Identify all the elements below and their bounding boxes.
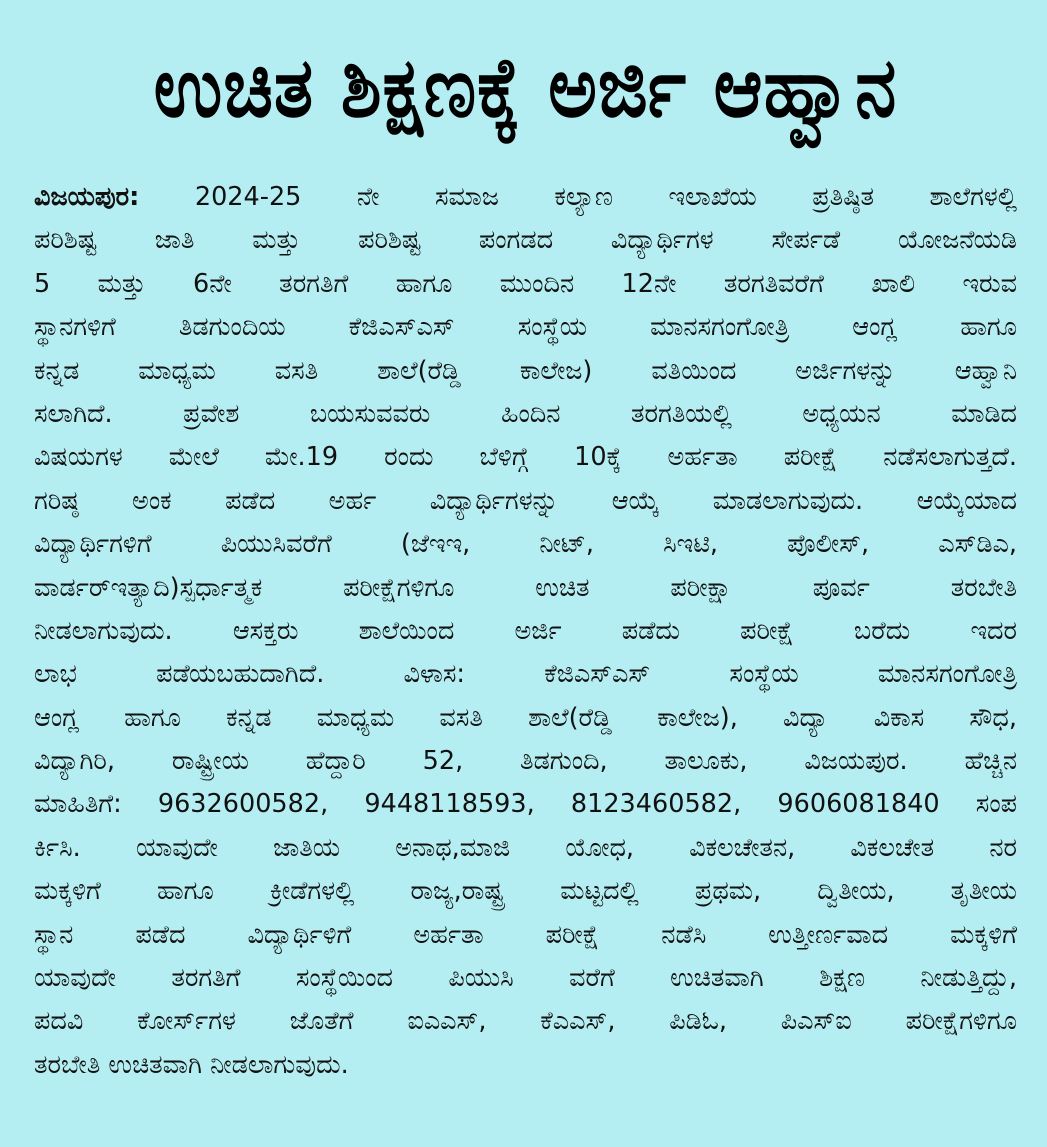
article-line: ಮಕ್ಕಳಿಗೆ ಹಾಗೂ ಕ್ರೀಡೆಗಳಲ್ಲಿ ರಾಜ್ಯ,ರಾಷ್ಟ್ರ ಮಟ್ಟದಲ್ಲಿ ಪ್ರಥಮ, ದ್ವಿತೀಯ, ತೃತೀಯ <box>34 876 1017 907</box>
article-line: ವಿಷಯಗಳ ಮೇಲೆ ಮೇ.19 ರಂದು ಬೆಳಿಗ್ಗೆ 10ಕ್ಕೆ ಅರ್ಹತಾ ಪರೀಕ್ಷೆ ನಡೆಸಲಾಗುತ್ತದೆ. <box>34 442 1017 473</box>
article-line: ವಾರ್ಡರ್‌ಇತ್ಯಾದಿ)ಸ್ಪರ್ಧಾತ್ಮಕ ಪರೀಕ್ಷೆಗಳಿಗೂ ಉಚಿತ ಪರೀಕ್ಷಾ ಪೂರ್ವ ತರಬೇತಿ <box>34 572 1017 603</box>
article-line: ಯಾವುದೇ ತರಗತಿಗೆ ಸಂಸ್ಥೆಯಿಂದ ಪಿಯುಸಿ ವರೆಗೆ ಉಚಿತವಾಗಿ ಶಿಕ್ಷಣ ನೀಡುತ್ತಿದ್ದು, <box>34 963 1017 994</box>
article-line: ತರಬೇತಿ ಉಚಿತವಾಗಿ ನೀಡಲಾಗುವುದು. <box>34 1049 349 1080</box>
article-line: ಆಂಗ್ಲ ಹಾಗೂ ಕನ್ನಡ ಮಾಧ್ಯಮ ವಸತಿ ಶಾಲೆ(ರೆಡ್ಡಿ ಕಾಲೇಜ), ವಿದ್ಯಾ ವಿಕಾಸ ಸೌಧ, <box>34 702 1017 733</box>
article-line: ಪರಿಶಿಷ್ಟ ಜಾತಿ ಮತ್ತು ಪರಿಶಿಷ್ಟ ಪಂಗಡದ ವಿದ್ಯಾರ್ಥಿಗಳ ಸೇರ್ಪಡೆ ಯೋಜನೆಯಡಿ <box>34 225 1017 256</box>
article-body <box>34 176 1017 1087</box>
article-line-text: 2024-25 ನೇ ಸಮಾಜ ಕಲ್ಯಾಣ ಇಲಾಖೆಯ ಪ್ರತಿಷ್ಠಿತ ಶಾಲೆಗಳಲ್ಲಿ <box>139 182 1017 212</box>
article-line: ಮಾಹಿತಿಗೆ: 9632600582, 9448118593, 8123460582, 9606081840 ಸಂಪ <box>34 789 1017 820</box>
headline: ಉಚಿತ ಶಿಕ್ಷಣಕ್ಕೆ ಅರ್ಜಿ ಆಹ್ವಾನ <box>153 39 898 137</box>
dateline: ವಿಜಯಪುರ: <box>34 182 140 212</box>
article-line: ಪದವಿ ಕೋರ್ಸ್‌ಗಳ ಜೊತೆಗೆ ಐಎಎಸ್, ಕೆಎಎಸ್, ಪಿಡಿಓ, ಪಿಎಸ್‌ಐ ಪರೀಕ್ಷೆಗಳಿಗೂ <box>34 1006 1017 1037</box>
article-line: ಲಾಭ ಪಡೆಯಬಹುದಾಗಿದೆ. ವಿಳಾಸ: ಕೆಜಿಎಸ್‌ಎಸ್ ಸಂಸ್ಥೆಯ ಮಾನಸಗಂಗೋತ್ರಿ <box>34 659 1017 690</box>
article-line: ಕನ್ನಡ ಮಾಧ್ಯಮ ವಸತಿ ಶಾಲೆ(ರೆಡ್ಡಿ ಕಾಲೇಜ) ವತಿಯಿಂದ ಅರ್ಜಿಗಳನ್ನು ಆಹ್ವಾನಿ <box>34 355 1017 386</box>
article-line <box>34 176 1017 219</box>
article-line: ನೀಡಲಾಗುವುದು. ಆಸಕ್ತರು ಶಾಲೆಯಿಂದ ಅರ್ಜಿ ಪಡೆದು ಪರೀಕ್ಷೆ ಬರೆದು ಇದರ <box>34 615 1017 646</box>
article-line: ವಿದ್ಯಾರ್ಥಿಗಳಿಗೆ ಪಿಯುಸಿವರೆಗೆ (ಜೆಇಇ, ನೀಟ್, ಸಿಇಟಿ, ಪೊಲೀಸ್, ಎಸ್‌ಡಿಎ, <box>34 529 1017 560</box>
article-line: ಸಲಾಗಿದೆ. ಪ್ರವೇಶ ಬಯಸುವವರು ಹಿಂದಿನ ತರಗತಿಯಲ್ಲಿ ಅಧ್ಯಯನ ಮಾಡಿದ <box>34 398 1017 429</box>
article-line: ಗರಿಷ್ಠ ಅಂಕ ಪಡೆದ ಅರ್ಹ ವಿದ್ಯಾರ್ಥಿಗಳನ್ನು ಆಯ್ಕೆ ಮಾಡಲಾಗುವುದು. ಆಯ್ಕೆಯಾದ <box>34 485 1017 516</box>
article-line: ಸ್ಥಾನ ಪಡೆದ ವಿದ್ಯಾರ್ಥಿಳಿಗೆ ಅರ್ಹತಾ ಪರೀಕ್ಷೆ ನಡೆಸಿ ಉತ್ತೀರ್ಣವಾದ ಮಕ್ಕಳಿಗೆ <box>34 919 1017 950</box>
article-line: ವಿದ್ಯಾಗಿರಿ, ರಾಷ್ಟ್ರೀಯ ಹೆದ್ದಾರಿ 52, ತಿಡಗುಂದಿ, ತಾಲೂಕು, ವಿಜಯಪುರ. ಹೆಚ್ಚಿನ <box>34 746 1017 777</box>
article-line: ರ್ಕಿಸಿ. ಯಾವುದೇ ಜಾತಿಯ ಅನಾಥ,ಮಾಜಿ ಯೋಧ, ವಿಕಲಚೇತನ, ವಿಕಲಚೇತ ನರ <box>34 832 1017 863</box>
article-line: 5 ಮತ್ತು 6ನೇ ತರಗತಿಗೆ ಹಾಗೂ ಮುಂದಿನ 12ನೇ ತರಗತಿವರೆಗೆ ಖಾಲಿ ಇರುವ <box>34 268 1017 299</box>
article-line: ಸ್ಥಾನಗಳಿಗೆ ತಿಡಗುಂದಿಯ ಕೆಜಿಎಸ್‌ಎಸ್ ಸಂಸ್ಥೆಯ ಮಾನಸಗಂಗೋತ್ರಿ ಆಂಗ್ಲ ಹಾಗೂ <box>34 312 1017 343</box>
